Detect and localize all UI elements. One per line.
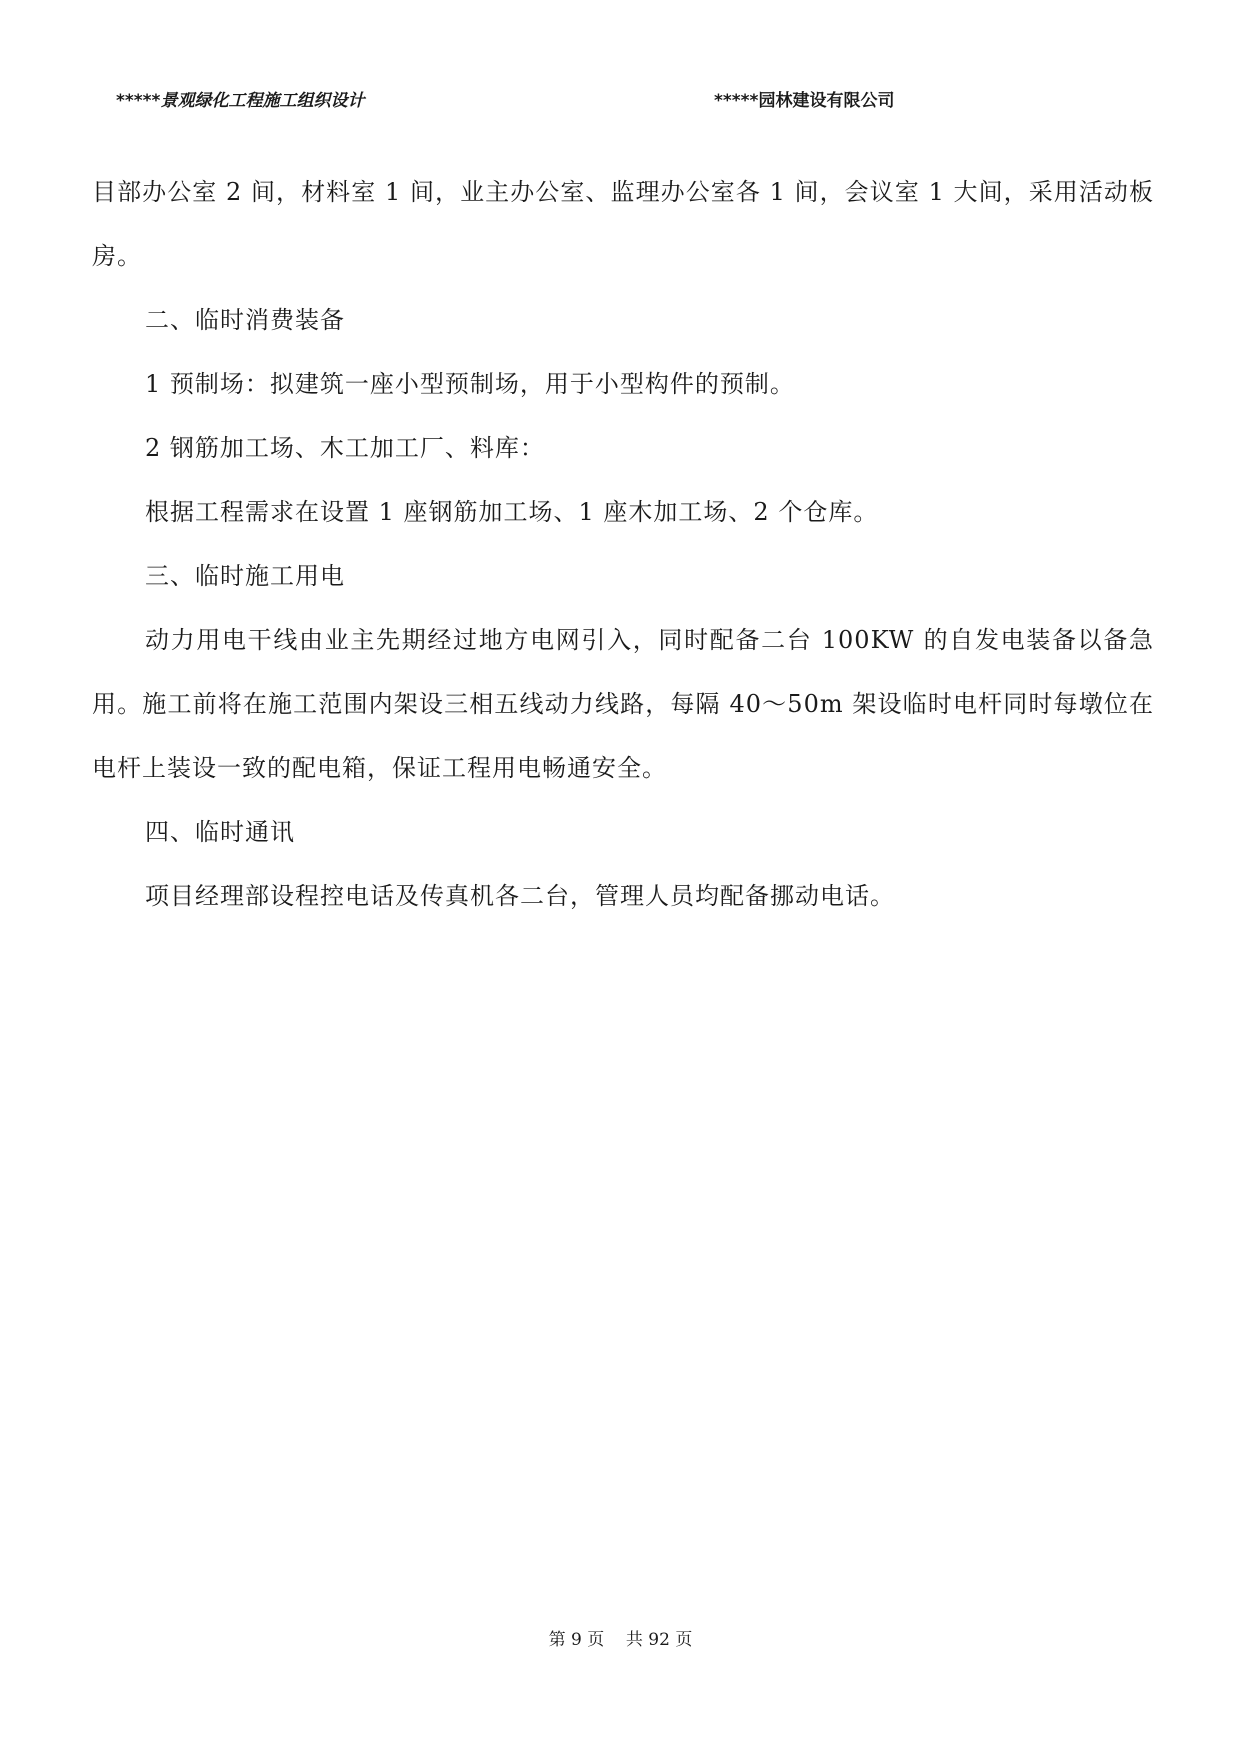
paragraph-yard-requirements: 根据工程需求在设置 1 座钢筋加工场、1 座木加工场、2 个仓库。 [145,498,879,526]
paragraph-continuation: 目部办公室 2 间，材料室 1 间，业主办公室、监理办公室各 1 间，会议室 1 大间，采用活动板房。 [92,178,1154,270]
section-heading-temporary-power: 三、临时施工用电 [145,562,345,590]
header-document-title: *****景观绿化工程施工组织设计 [116,91,365,111]
section-heading-temporary-equipment: 二、临时消费装备 [145,306,345,334]
document-body [92,160,1154,928]
paragraph-prefab-yard: 1 预制场：拟建筑一座小型预制场，用于小型构件的预制。 [145,370,795,398]
header-company-name: *****园林建设有限公司 [714,91,895,111]
section-heading-temporary-communication: 四、临时通讯 [145,818,295,846]
page-number: 第 9 页 共 92 页 [548,1630,693,1650]
paragraph-power-supply: 动力用电干线由业主先期经过地方电网引入，同时配备二台 100KW 的自发电装备以备急用。施工前将在施工范围内架设三相五线动力线路，每隔 40～50m 架设临时电杆同时每墩位在电杆上装设一致的配电箱，保证工程用电畅通安全。 [92,626,1154,782]
paragraph-processing-yards: 2 钢筋加工场、木工加工厂、料库： [145,434,545,462]
page-header [116,86,1126,116]
paragraph-communication: 项目经理部设程控电话及传真机各二台，管理人员均配备挪动电话。 [145,882,895,910]
